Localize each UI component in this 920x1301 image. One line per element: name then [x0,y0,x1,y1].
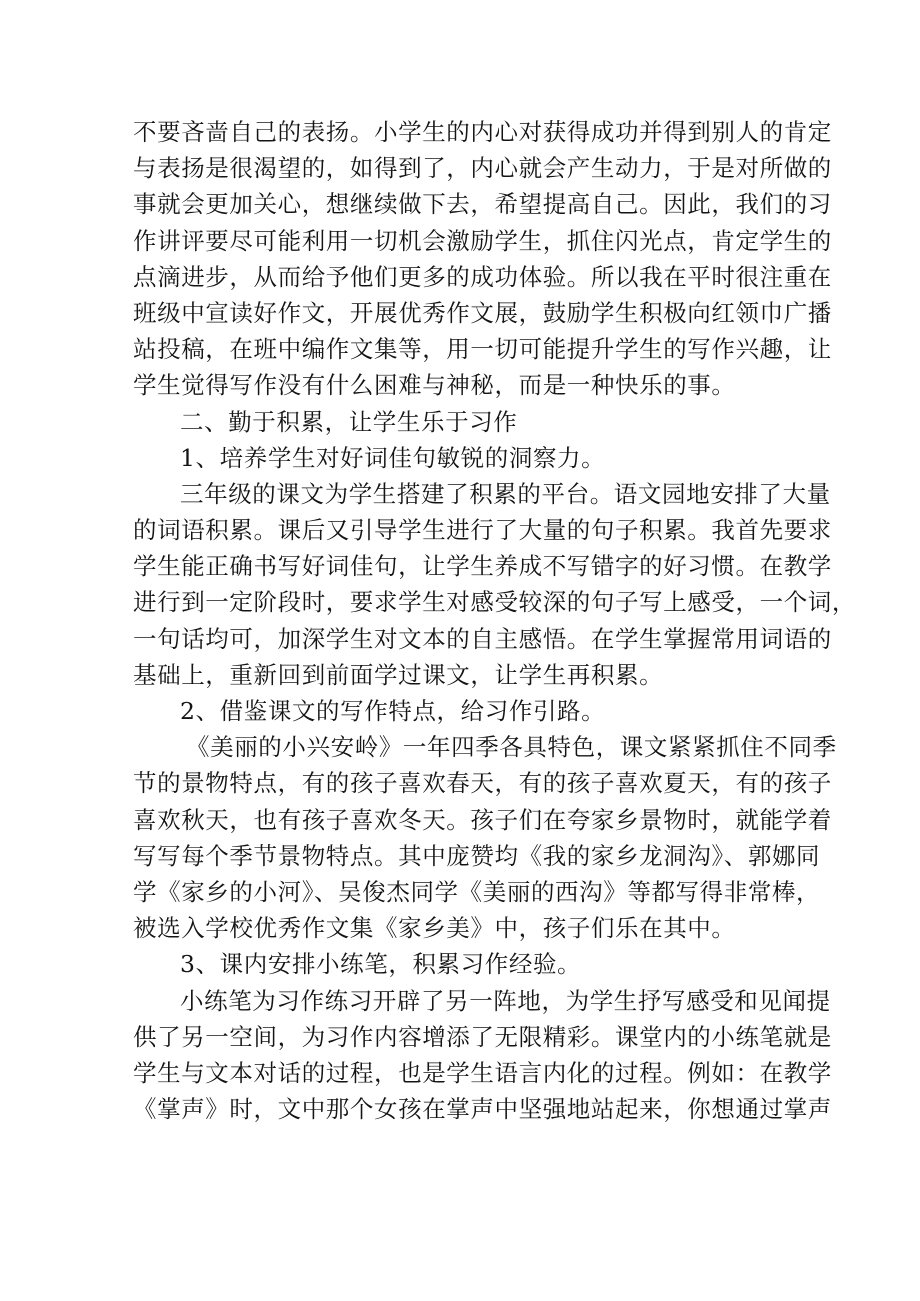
body-line: 学生能正确书写好词佳句，让学生养成不写错字的好习惯。在教学 [133,552,832,581]
body-line: 进行到一定阶段时，要求学生对感受较深的句子写上感受，一个词， [133,588,856,617]
body-line: 节的景物特点，有的孩子喜欢春天，有的孩子喜欢夏天，有的孩子 [133,769,832,798]
body-line: 学生与文本对话的过程，也是学生语言内化的过程。例如：在教学 [133,1058,832,1087]
body-line: 的词语积累。课后又引导学生进行了大量的句子积累。我首先要求 [133,516,832,545]
section-heading: 二、勤于积累，让学生乐于习作 [180,407,518,436]
body-line: 《掌声》时，文中那个女孩在掌声中坚强地站起来，你想通过掌声 [133,1095,832,1124]
body-line: 供了另一空间，为习作内容增添了无限精彩。课堂内的小练笔就是 [133,1022,832,1051]
body-line: 不要吝啬自己的表扬。小学生的内心对获得成功并得到别人的肯定 [133,118,832,146]
subsection-heading: 1、培养学生对好词佳句敏锐的洞察力。 [180,443,606,472]
body-line: 写写每个季节景物特点。其中庞赞均《我的家乡龙洞沟》、郭娜同 [133,841,821,870]
body-line: 站投稿，在班中编作文集等，用一切可能提升学生的写作兴趣，让 [133,335,832,364]
body-line: 一句话均可，加深学生对文本的自主感悟。在学生掌握常用词语的 [133,624,832,653]
body-line: 被选入学校优秀作文集《家乡美》中，孩子们乐在其中。 [133,914,736,943]
body-line: 与表扬是很渴望的，如得到了，内心就会产生动力，于是对所做的 [133,154,832,183]
body-line: 事就会更加关心，想继续做下去，希望提高自己。因此，我们的习 [133,190,832,219]
paragraph-start: 三年级的课文为学生搭建了积累的平台。语文园地安排了大量 [180,479,831,508]
document-body [133,114,856,1127]
body-line: 作讲评要尽可能利用一切机会激励学生，抓住闪光点，肯定学生的 [133,226,832,255]
subsection-heading: 3、课内安排小练笔，积累习作经验。 [180,950,582,979]
body-line: 学生觉得写作没有什么困难与神秘，而是一种快乐的事。 [133,371,736,400]
body-line: 学《家乡的小河》、吴俊杰同学《美丽的西沟》等都写得非常棒， [133,877,821,906]
paragraph-start: 《美丽的小兴安岭》一年四季各具特色，课文紧紧抓住不同季 [186,733,837,762]
body-line: 基础上，重新回到前面学过课文，让学生再积累。 [133,660,664,689]
body-line: 喜欢秋天，也有孩子喜欢冬天。孩子们在夸家乡景物时，就能学着 [133,805,832,834]
body-line: 班级中宣读好作文，开展优秀作文展，鼓励学生积极向红领巾广播 [133,298,832,327]
body-line: 点滴进步，从而给予他们更多的成功体验。所以我在平时很注重在 [133,262,832,291]
subsection-heading: 2、借鉴课文的写作特点，给习作引路。 [180,697,606,725]
paragraph-start: 小练笔为习作练习开辟了另一阵地，为学生抒写感受和见闻提 [180,986,831,1015]
